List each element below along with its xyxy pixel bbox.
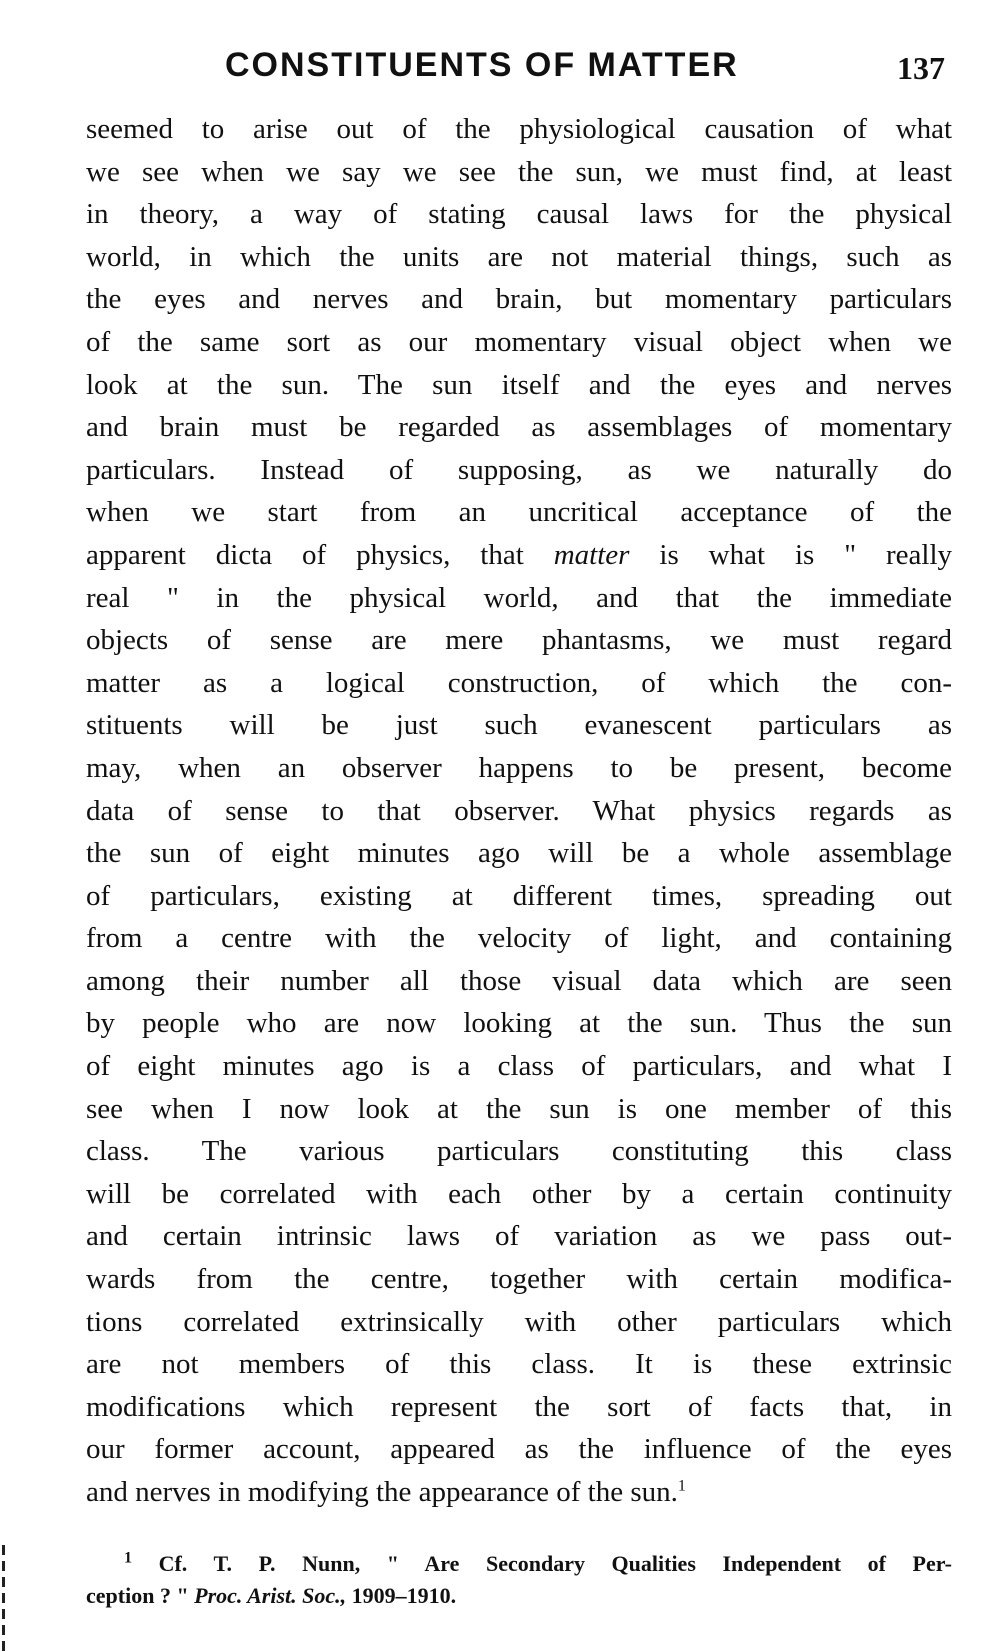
text-line: will be correlated with each other by a certain continuity [86, 1177, 952, 1210]
text-line: data of sense to that observer. What physics regards as [86, 794, 952, 827]
text-line-with-italic [86, 534, 952, 577]
text-fragment: apparent dicta of physics, that [86, 538, 524, 571]
running-title: CONSTITUENTS OF MATTER [225, 46, 739, 84]
text-line: see when I now look at the sun is one member of this [86, 1092, 952, 1125]
text-line: of the same sort as our momentary visual object when we [86, 325, 952, 358]
footnote-years: 1909–1910. [351, 1583, 457, 1608]
text-line: matter as a logical construction, of which the con- [86, 666, 952, 699]
text-line: particulars. Instead of supposing, as we naturally do [86, 453, 952, 486]
text-line: seemed to arise out of the physiological causation of what [86, 113, 952, 145]
text-line: are not members of this class. It is these extrinsic [86, 1348, 952, 1381]
text-line: the sun of eight minutes ago will be a whole assemblage [86, 837, 952, 870]
text-line: objects of sense are mere phantasms, we must regard [86, 624, 952, 657]
text-line: world, in which the units are not material things, such as [86, 240, 952, 273]
footnote-line [86, 1580, 952, 1612]
footnote [86, 1548, 952, 1612]
footnote-marker: 1 [124, 1549, 132, 1567]
text-line: and certain intrinsic laws of variation as we pass out- [86, 1220, 952, 1253]
text-line: in theory, a way of stating causal laws for the physical [86, 198, 952, 231]
text-fragment: and nerves in modifying the appearance of the sun. [86, 1476, 678, 1508]
body-text [86, 108, 952, 1514]
text-line: from a centre with the velocity of light, and containing [86, 922, 952, 955]
text-line: of eight minutes ago is a class of particulars, and what I [86, 1050, 952, 1083]
italic-word: matter [553, 538, 630, 571]
footnote-line [86, 1548, 952, 1580]
text-line: wards from the centre, together with certain modifica- [86, 1263, 952, 1296]
footnote-reference[interactable]: 1 [677, 1477, 686, 1495]
scan-edge-mark [2, 1545, 5, 1652]
text-line: the eyes and nerves and brain, but momentary particulars [86, 283, 952, 316]
text-line: stituents will be just such evanescent particulars as [86, 709, 952, 742]
text-line: our former account, appeared as the influence of the eyes [86, 1433, 952, 1466]
text-line: may, when an observer happens to be present, become [86, 751, 952, 784]
footnote-text: ception ? " [86, 1583, 189, 1608]
page-number: 137 [897, 50, 945, 86]
text-fragment: is what is " really [659, 538, 953, 571]
text-line: by people who are now looking at the sun. Thus the sun [86, 1007, 952, 1040]
text-line: class. The various particulars constituting this class [86, 1135, 952, 1168]
text-line: when we start from an uncritical acceptance of the [86, 496, 952, 529]
text-line: tions correlated extrinsically with other particulars which [86, 1305, 952, 1338]
text-line: among their number all those visual data which are seen [86, 964, 952, 997]
text-line: we see when we say we see the sun, we must find, at least [86, 155, 952, 188]
footnote-journal: Proc. Arist. Soc., [194, 1583, 347, 1608]
text-line: and brain must be regarded as assemblages of momentary [86, 411, 952, 444]
text-line: real " in the physical world, and that the immediate [86, 581, 952, 614]
running-head [85, 40, 945, 90]
text-line: of particulars, existing at different times, spreading out [86, 879, 952, 912]
text-line-last [86, 1471, 952, 1514]
text-line: modifications which represent the sort of facts that, in [86, 1390, 952, 1423]
footnote-text: Cf. T. P. Nunn, " Are Secondary Qualities Independent of Per- [158, 1551, 953, 1576]
text-line: look at the sun. The sun itself and the eyes and nerves [86, 368, 952, 401]
